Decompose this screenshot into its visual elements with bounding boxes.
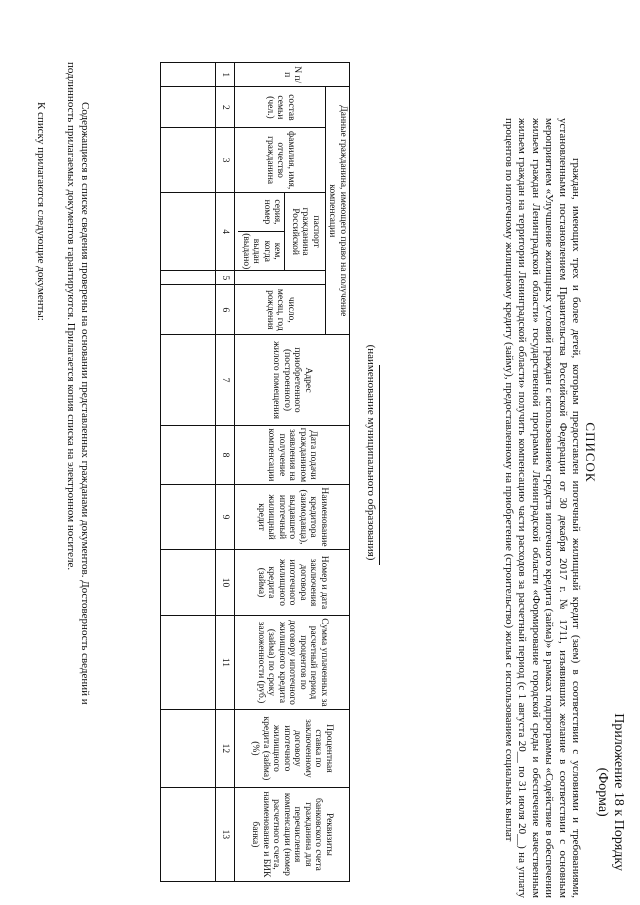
verification-note: [64, 62, 92, 882]
intro-text: граждан, имеющих трех и более детей, которым предоставлен ипотечный жилищный кредит (заем) в соответствии с условиями и требованиями, установленными постановлением Правительства Российской Федерации от 30 декабря 2017 г. № 1711, изъявивших желание в соответствии с основным мероприятием «Улучшение жилищных условий граждан с использованием средств ипотечного кредита (займа)» в рамках подпрограммы «Содействие в обеспечении жильем граждан Ленинградской области» государственной программы Ленинградской области «Формирование городской среды и обеспечение качественным жильем граждан на территории Ленинградской области» получить компенсацию части расходов за расчетный период (с 1 августа 20__ по 31 июля 20__) на уплату процентов по ипотечному жилищному кредиту (займу), предоставленному на приобретение (строительство) жилья с использованием социальных выплат: [502, 118, 582, 898]
table-cell: [161, 271, 216, 285]
header-rate: Процентная ставка по заключенному договору ипотечного жилищного кредита (займа) (%): [235, 709, 350, 787]
table-cell: [161, 128, 216, 192]
table-cell: [161, 63, 216, 87]
municipality-caption: (наименование муниципального образования): [365, 344, 377, 561]
intro-paragraph: [502, 118, 582, 898]
verification-line-2: подлинность прилагаемых документов гарантируются. Прилагается копия списка на электронном носителе.: [65, 62, 77, 571]
col-number: 13: [216, 787, 235, 881]
table-cell: [161, 709, 216, 787]
header-passport-title: паспорт гражданина Российской: [289, 207, 321, 256]
table-cell: [161, 616, 216, 710]
document-title: СПИСОК: [583, 422, 598, 483]
appendix-block: [594, 713, 626, 871]
col-number: 1: [216, 63, 235, 87]
header-bank: Реквизиты банковского счета гражданина для перечисления компенсации (номер расчетного счета, наименование и БИК банка): [235, 787, 350, 881]
appendix-label: Приложение 18 к Порядку: [611, 713, 626, 871]
header-fio: фамилия, имя, отчество гражданина: [235, 128, 326, 192]
header-birth: число, месяц, год рождения: [235, 285, 326, 335]
col-number: 10: [216, 549, 235, 615]
table-cell: [161, 787, 216, 881]
col-number: 11: [216, 616, 235, 710]
col-number: 7: [216, 335, 235, 426]
table-cell: [161, 87, 216, 128]
header-address: Адрес приобретенного (построенного) жилого помещения: [235, 335, 350, 426]
header-series: серия, номер: [238, 193, 284, 232]
col-number: 6: [216, 285, 235, 335]
header-contract: Номер и дата заключения договора ипотечного жилищного кредита (займа): [235, 549, 350, 615]
header-spacer: [235, 271, 326, 285]
table-cell: [161, 335, 216, 426]
header-family: состав семьи (чел.): [235, 87, 326, 128]
col-number: 12: [216, 709, 235, 787]
col-number: 4: [216, 192, 235, 271]
table-cell: [161, 425, 216, 484]
header-creditor: Наименование кредитора (заимодавца), выдавшего ипотечный жилищный кредит: [235, 485, 350, 550]
col-number: 5: [216, 271, 235, 285]
table-header-row: [326, 63, 350, 882]
attachments-note: К списку прилагаются следующие документы:: [35, 102, 47, 321]
col-number: 8: [216, 425, 235, 484]
col-number: 2: [216, 87, 235, 128]
header-issued: кем, когда выдан (выдано): [240, 233, 283, 270]
table-cell: [161, 285, 216, 335]
verification-line-1: Содержащиеся в списке сведения проверены на основании представленных гражданами документов. Достоверность сведений и: [79, 102, 91, 705]
header-citizen-group: Данные гражданина, имеющего право на получение компенсации: [326, 87, 350, 335]
col-number: 3: [216, 128, 235, 192]
table-cell: [161, 549, 216, 615]
table-cell: [161, 485, 216, 550]
citizens-table: [160, 62, 350, 882]
form-label: (Форма): [595, 767, 610, 817]
table-cell: [161, 192, 216, 271]
header-sum: Сумма уплаченных за расчетный период процентов по договору ипотечного жилищного кредита (займа) по сроку заложенности (руб.): [235, 616, 350, 710]
header-num: N п/п: [235, 63, 350, 87]
table-row: [161, 63, 216, 882]
column-number-row: [216, 63, 235, 882]
col-number: 9: [216, 485, 235, 550]
header-date: Дата подачи гражданином заявления на получение компенсации: [235, 425, 350, 484]
municipality-underline: [379, 365, 380, 565]
header-passport: [235, 192, 326, 271]
